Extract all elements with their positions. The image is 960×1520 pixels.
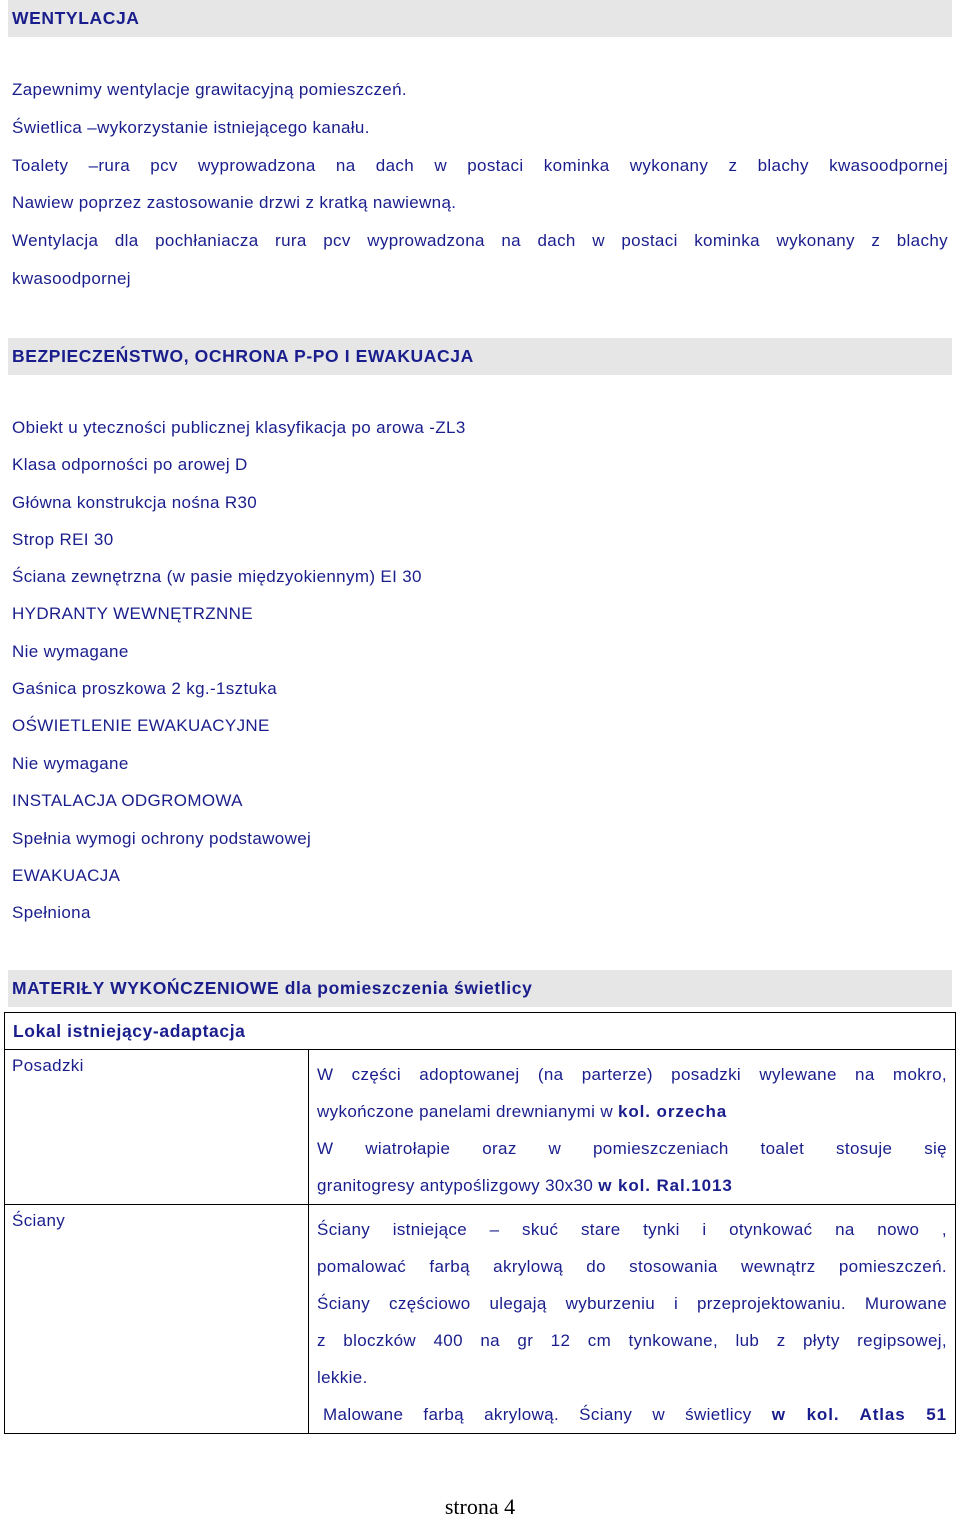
text-line: Nie wymagane <box>12 642 129 661</box>
description-text: Malowane farbą akrylową. Ściany w świetlicy <box>323 1405 772 1424</box>
section-heading-materialy: MATERIŁY WYKOŃCZENIOWE dla pomieszczenia świetlicy <box>8 970 952 1007</box>
description-line: W wiatrołapie oraz w pomieszczeniach toalet stosuje się <box>317 1139 947 1158</box>
description-line: lekkie. <box>317 1368 368 1387</box>
description-line: z bloczków 400 na gr 12 cm tynkowane, lub z płyty regipsowej, <box>317 1331 947 1350</box>
row-description <box>309 1050 956 1205</box>
description-text: granitogresy antypoślizgowy 30x30 <box>317 1176 599 1195</box>
description-line: pomalować farbą akrylową do stosowania wewnątrz pomieszczeń. <box>317 1257 947 1276</box>
description-line <box>317 1396 947 1433</box>
section-heading-bezpieczenstwo: BEZPIECZEŃSTWO, OCHRONA P-PO I EWAKUACJA <box>8 338 952 375</box>
row-label: Posadzki <box>5 1050 309 1205</box>
text-line: Strop REI 30 <box>12 530 114 549</box>
description-line: Ściany istniejące – skuć stare tynki i otynkować na nowo , <box>317 1220 947 1239</box>
description-line: Ściany częściowo ulegają wyburzeniu i przeprojektowaniu. Murowane <box>317 1294 947 1313</box>
table-row <box>5 1050 956 1205</box>
text-line: Obiekt u yteczności publicznej klasyfikacja po arowa -ZL3 <box>12 418 466 437</box>
text-line: Spełnia wymogi ochrony podstawowej <box>12 829 312 848</box>
text-line: HYDRANTY WEWNĘTRZNNE <box>12 604 253 623</box>
materials-table <box>4 1049 956 1434</box>
text-line: Klasa odporności po arowej D <box>12 455 248 474</box>
text-line: Gaśnica proszkowa 2 kg.-1sztuka <box>12 679 278 698</box>
table-row <box>5 1205 956 1434</box>
description-line <box>317 1167 947 1204</box>
text-line: Zapewnimy wentylacje grawitacyjną pomieszczeń. <box>12 80 407 99</box>
text-line: INSTALACJA ODGROMOWA <box>12 791 243 810</box>
text-line: Główna konstrukcja nośna R30 <box>12 493 258 512</box>
color-spec: w kol. Atlas 51 <box>771 1405 947 1424</box>
row-label: Ściany <box>5 1205 309 1434</box>
description-line <box>317 1093 947 1130</box>
text-line: Spełniona <box>12 903 91 922</box>
text-line: EWAKUACJA <box>12 866 121 885</box>
table-subheader: Lokal istniejący-adaptacja <box>4 1012 956 1050</box>
text-line: Ściana zewnętrzna (w pasie międzyokiennym) EI 30 <box>12 567 422 586</box>
color-spec: kol. orzecha <box>618 1102 728 1121</box>
page-number: strona 4 <box>444 1494 516 1519</box>
description-line: W części adoptowanej (na parterze) posadzki wylewane na mokro, <box>317 1065 947 1084</box>
row-description <box>309 1205 956 1434</box>
text-line: kwasoodpornej <box>12 269 131 288</box>
text-line: Nawiew poprzez zastosowanie drzwi z kratką nawiewną. <box>12 193 457 212</box>
color-spec: w kol. Ral.1013 <box>598 1176 733 1195</box>
section-heading-wentylacja: WENTYLACJA <box>8 0 952 37</box>
text-line: Toalety –rura pcv wyprowadzona na dach w postaci kominka wykonany z blachy kwasoodpornej <box>12 156 948 175</box>
text-line: Wentylacja dla pochłaniacza rura pcv wyprowadzona na dach w postaci kominka wykonany z blachy <box>12 231 948 250</box>
text-line: OŚWIETLENIE EWAKUACYJNE <box>12 716 270 735</box>
text-line: Nie wymagane <box>12 754 129 773</box>
description-text: wykończone panelami drewnianymi w <box>317 1102 619 1121</box>
text-line: Świetlica –wykorzystanie istniejącego kanału. <box>12 118 370 137</box>
